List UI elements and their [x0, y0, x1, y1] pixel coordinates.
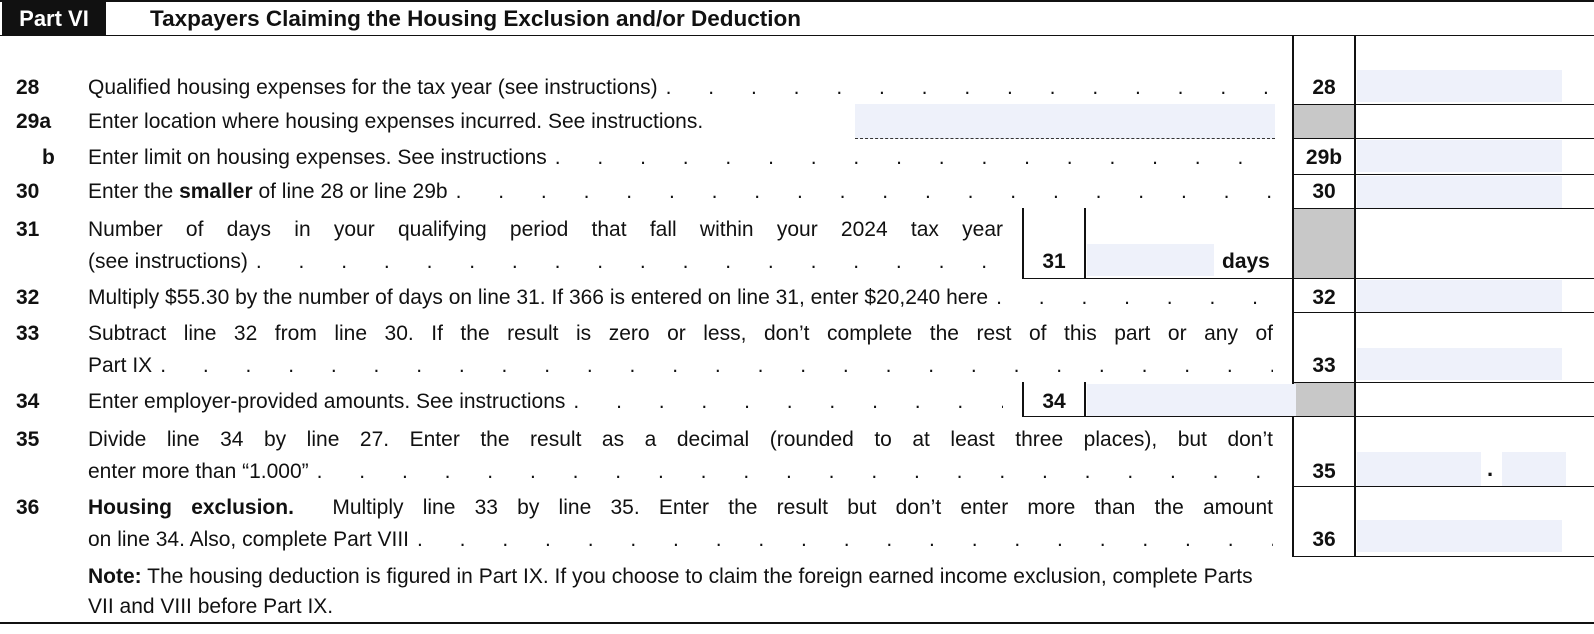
- amount-input-33[interactable]: [1357, 348, 1562, 380]
- box-label-32: 32: [1312, 286, 1336, 309]
- decimal-point: .: [1487, 456, 1494, 481]
- box-label-31: 31: [1042, 250, 1066, 273]
- line-text-35-b: enter more than “1.000” . . .: [88, 456, 1273, 488]
- decimal-whole-input-35[interactable]: [1357, 452, 1481, 486]
- line-number-36: 36: [16, 496, 40, 519]
- line-text-28: Qualified housing expenses for the tax year (see instructions) . . .: [88, 72, 1273, 104]
- amount-field-33[interactable]: [1357, 348, 1562, 380]
- box-label-30: 30: [1312, 180, 1336, 203]
- line-text-31-b: (see instructions) . . .: [88, 246, 1003, 278]
- amount-field-30[interactable]: [1357, 176, 1562, 208]
- shaded-cell-29a: [1294, 104, 1354, 138]
- box-column-right-rule: [1354, 36, 1356, 556]
- row-rule: [1292, 104, 1594, 105]
- line-text-30: Enter the smaller of line 28 or line 29b . . .: [88, 176, 1273, 208]
- shaded-cell-31: [1294, 208, 1354, 278]
- row-rule: [1292, 382, 1594, 383]
- amount-field-29b[interactable]: [1357, 140, 1562, 172]
- row-rule: [1022, 416, 1594, 417]
- box-label-29b: 29b: [1305, 146, 1343, 169]
- shaded-cell-34: [1294, 382, 1354, 416]
- line-text-33-b: Part IX . . .: [88, 350, 1273, 382]
- line-number-33: 33: [16, 322, 40, 345]
- box-label-34: 34: [1042, 390, 1066, 413]
- line-number-30: 30: [16, 180, 40, 203]
- bottom-rule: [0, 622, 1594, 624]
- box-label-35: 35: [1312, 460, 1336, 483]
- part-label: Part VI: [2, 2, 106, 35]
- row-rule: [1292, 138, 1594, 139]
- line-text-29a: Enter location where housing expenses incurred. See instructions.: [88, 110, 704, 133]
- amount-field-36[interactable]: [1357, 520, 1562, 552]
- box-label-36: 36: [1312, 528, 1336, 551]
- row-rule: [1022, 278, 1594, 279]
- line-number-29b: b: [42, 146, 55, 169]
- housing-deduction-note: Note: The housing deduction is figured in Part IX. If you choose to claim the foreign earned income exclusion, complete Parts VII and VIII before Part IX.: [88, 565, 1253, 618]
- employer-amount-input-34[interactable]: [1087, 384, 1296, 416]
- box-label-28: 28: [1312, 76, 1336, 99]
- row-rule: [1292, 556, 1594, 557]
- line-text-34: Enter employer-provided amounts. See instructions . . .: [88, 386, 1003, 418]
- line-number-31: 31: [16, 218, 40, 241]
- line-number-34: 34: [16, 390, 40, 413]
- inner-box-31-rule-mid: [1084, 208, 1086, 278]
- line-text-33-a: Subtract line 32 from line 30. If the result is zero or less, don’t complete the rest of this part or any of: [88, 322, 1273, 345]
- part-title: Taxpayers Claiming the Housing Exclusion and/or Deduction: [150, 6, 801, 31]
- line-text-36-a: Housing exclusion. Multiply line 33 by line 35. Enter the result but don’t enter more than the amount: [88, 496, 1273, 519]
- amount-input-30[interactable]: [1357, 176, 1562, 208]
- line-text-31-a: Number of days in your qualifying period that fall within your 2024 tax year: [88, 218, 1003, 241]
- box-label-33: 33: [1312, 354, 1336, 377]
- amount-input-36[interactable]: [1357, 520, 1562, 552]
- decimal-fraction-input-35[interactable]: [1502, 452, 1566, 486]
- amount-field-28[interactable]: [1357, 70, 1562, 102]
- part-header: [0, 0, 1594, 36]
- line-text-36-b: on line 34. Also, complete Part VIII . . .: [88, 524, 1273, 556]
- line-number-35: 35: [16, 428, 40, 451]
- amount-input-32[interactable]: [1357, 280, 1562, 312]
- days-input-31[interactable]: [1087, 244, 1214, 276]
- row-rule: [1292, 208, 1594, 209]
- amount-field-32[interactable]: [1357, 280, 1562, 312]
- line-number-32: 32: [16, 286, 40, 309]
- amount-input-28[interactable]: [1357, 70, 1562, 102]
- inner-box-34-rule-mid: [1084, 382, 1086, 416]
- line-text-32: Multiply $55.30 by the number of days on line 31. If 366 is entered on line 31, enter $20,240 here . . .: [88, 282, 1273, 314]
- days-unit-label: days: [1222, 250, 1270, 273]
- line-number-28: 28: [16, 76, 40, 99]
- location-input-29a[interactable]: [855, 104, 1275, 139]
- line-text-29b: Enter limit on housing expenses. See instructions . . .: [88, 142, 1273, 174]
- line-number-29a: 29a: [16, 110, 52, 133]
- amount-input-29b[interactable]: [1357, 140, 1562, 172]
- line-text-35-a: Divide line 34 by line 27. Enter the result as a decimal (rounded to at least three places), but don’t: [88, 428, 1273, 451]
- row-rule: [1292, 174, 1594, 175]
